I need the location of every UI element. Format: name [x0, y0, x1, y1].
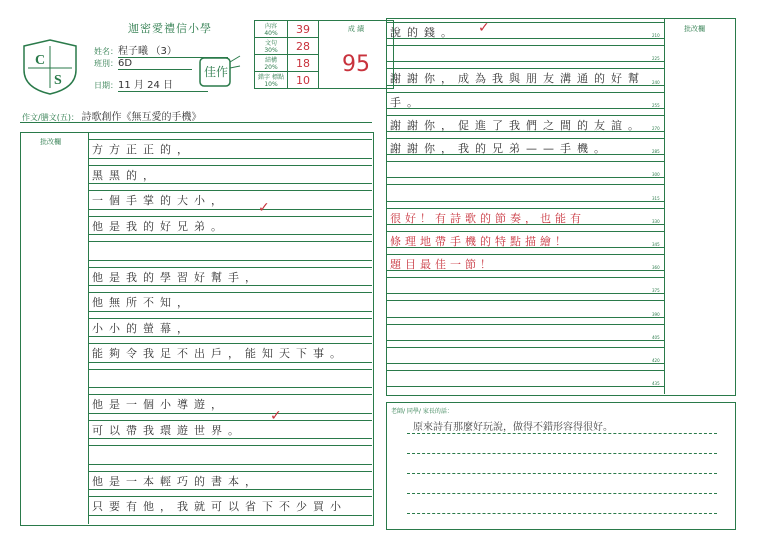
score-structure: 18 — [288, 55, 319, 72]
grid-line — [88, 464, 372, 465]
school-name: 迦密愛禮信小學 — [128, 22, 212, 35]
grid-line — [386, 208, 664, 209]
grid-line — [88, 394, 372, 395]
grid-line — [88, 234, 372, 235]
grid-line — [88, 445, 372, 446]
grid-line — [88, 165, 372, 166]
grid-line — [88, 489, 372, 490]
grid-line — [386, 138, 664, 139]
essay-line: 條理地帶手機的特點描繪！ — [390, 234, 570, 248]
row-number: 330 — [652, 218, 660, 224]
row-number: 315 — [652, 195, 660, 201]
essay-line: 他是一個小導遊， — [92, 398, 228, 411]
grid-line — [88, 438, 372, 439]
grid-line — [88, 267, 372, 268]
score-punctuation: 10 — [288, 72, 319, 89]
date-field: 日期：11 月 24 日 — [94, 76, 208, 92]
grid-line — [88, 216, 372, 217]
comment-label: 老師/ 同學/ 家長的話： — [391, 408, 453, 415]
row-number: 255 — [652, 102, 660, 108]
row-number: 225 — [652, 56, 660, 62]
assignment-line: 作文/膳文(五)： 詩歌創作《無互愛的手機》 — [22, 112, 202, 123]
row-number: 345 — [652, 242, 660, 247]
essay-line: 方方正正的， — [92, 143, 194, 156]
row-number: 405 — [652, 334, 660, 340]
row-number: 240 — [652, 79, 660, 85]
comment-text: 原來詩有那麼好玩說，做得不錯形容得很好。 — [413, 422, 613, 433]
name-value: 程子曦 — [118, 46, 148, 57]
row-number: 300 — [652, 172, 660, 178]
school-logo — [18, 38, 82, 96]
essay-line: 說的錢。 — [390, 26, 458, 39]
grid-line — [88, 496, 372, 497]
essay-line: 謝謝你，促進了我們之間的友誼。 — [390, 118, 645, 132]
tick-mark: ✓ — [258, 200, 270, 216]
grid-line — [88, 311, 372, 312]
essay-line: 他無所不知， — [92, 296, 194, 309]
grid-line — [88, 318, 372, 319]
row-number: 390 — [652, 311, 660, 317]
essay-line: 可以帶我環遊世界。 — [92, 423, 245, 437]
score-sentence: 28 — [288, 38, 319, 55]
essay-line: 他是一本輕巧的書本， — [92, 474, 262, 488]
score-table: 內容 40% 39 成 績 95 文句 30% 28 結構 20% 18 錯字 標點 10% 10 — [254, 20, 394, 89]
grid-line — [386, 68, 664, 69]
grid-line — [88, 292, 372, 293]
essay-line: 他是我的學習好幫手， — [92, 270, 262, 284]
grid-line — [386, 293, 664, 294]
grid-line — [386, 370, 664, 371]
class-field: 班別：6D — [94, 58, 192, 70]
grid-line — [88, 139, 372, 140]
grid-line — [386, 108, 664, 109]
essay-line: 黑黑的， — [92, 168, 160, 182]
essay-line: 謝謝你，我的兄弟——手機。 — [390, 142, 611, 155]
grid-line — [386, 347, 664, 348]
grid-line — [386, 177, 664, 178]
grid-line — [386, 300, 664, 301]
grid-line — [386, 115, 664, 116]
right-margin-label: 批改欄 — [684, 25, 705, 33]
essay-line: 謝謝你，成為我與朋友溝通的好幫 — [390, 72, 645, 86]
grid-line — [88, 285, 372, 286]
score-content: 39 — [288, 21, 319, 38]
row-number: 270 — [652, 126, 660, 131]
row-number: 210 — [652, 33, 660, 39]
grid-line — [386, 45, 664, 46]
total-score: 95 — [342, 52, 370, 77]
essay-line: 很好！有詩歌的節奏，也能有 — [390, 211, 585, 225]
grid-line — [88, 158, 372, 159]
grid-line — [88, 471, 372, 472]
essay-line: 能夠令我足不出戶，能知天下事。 — [92, 347, 347, 360]
excellent-stamp: 佳作 — [196, 54, 242, 90]
tick-mark: ✓ — [270, 408, 282, 424]
row-number: 420 — [652, 358, 660, 363]
grid-line — [386, 254, 664, 255]
svg-text:S: S — [54, 73, 62, 88]
grid-line — [88, 362, 372, 363]
row-number: 285 — [652, 149, 660, 155]
row-number: 375 — [652, 288, 660, 294]
grid-line — [88, 183, 372, 184]
grid-line — [88, 387, 372, 388]
grid-line — [386, 231, 664, 232]
grid-line — [88, 190, 372, 191]
name-field: 姓名：程子曦 （3） — [94, 42, 228, 58]
grid-line — [88, 413, 372, 414]
left-margin-label: 批改欄 — [40, 138, 61, 146]
grid-line — [386, 277, 664, 278]
grid-line — [88, 369, 372, 370]
essay-line: 題目最佳一節！ — [390, 258, 495, 271]
grid-line — [386, 201, 664, 202]
class-value: 6D — [118, 58, 133, 69]
date-value: 11 月 24 日 — [118, 80, 173, 91]
grid-line — [386, 184, 664, 185]
assignment-title: 詩歌創作《無互愛的手機》 — [81, 112, 202, 123]
grid-line — [88, 515, 372, 516]
grid-line — [386, 161, 664, 162]
essay-line: 小小的螢幕， — [92, 321, 194, 335]
comment-box — [386, 402, 736, 530]
row-number: 360 — [652, 265, 660, 271]
essay-line: 手。 — [390, 95, 424, 109]
grid-line — [88, 241, 372, 242]
svg-text:C: C — [35, 53, 46, 68]
grid-line — [88, 260, 372, 261]
row-number: 435 — [652, 381, 660, 387]
tick-mark: ✓ — [478, 20, 490, 36]
grid-line — [88, 336, 372, 337]
grid-line — [386, 317, 664, 318]
grid-line — [88, 209, 372, 210]
grid-line — [386, 324, 664, 325]
grid-line — [386, 340, 664, 341]
essay-line: 他是我的好兄弟。 — [92, 219, 228, 233]
grid-line — [88, 420, 372, 421]
grid-line — [386, 92, 664, 93]
grid-line — [386, 22, 664, 23]
essay-line: 只要有他，我就可以省下不少買小 — [92, 500, 347, 513]
grid-line — [386, 386, 664, 387]
essay-line: 一個手掌的大小， — [92, 194, 228, 207]
grid-line — [386, 61, 664, 62]
grid-line — [386, 363, 664, 364]
grid-line — [88, 343, 372, 344]
